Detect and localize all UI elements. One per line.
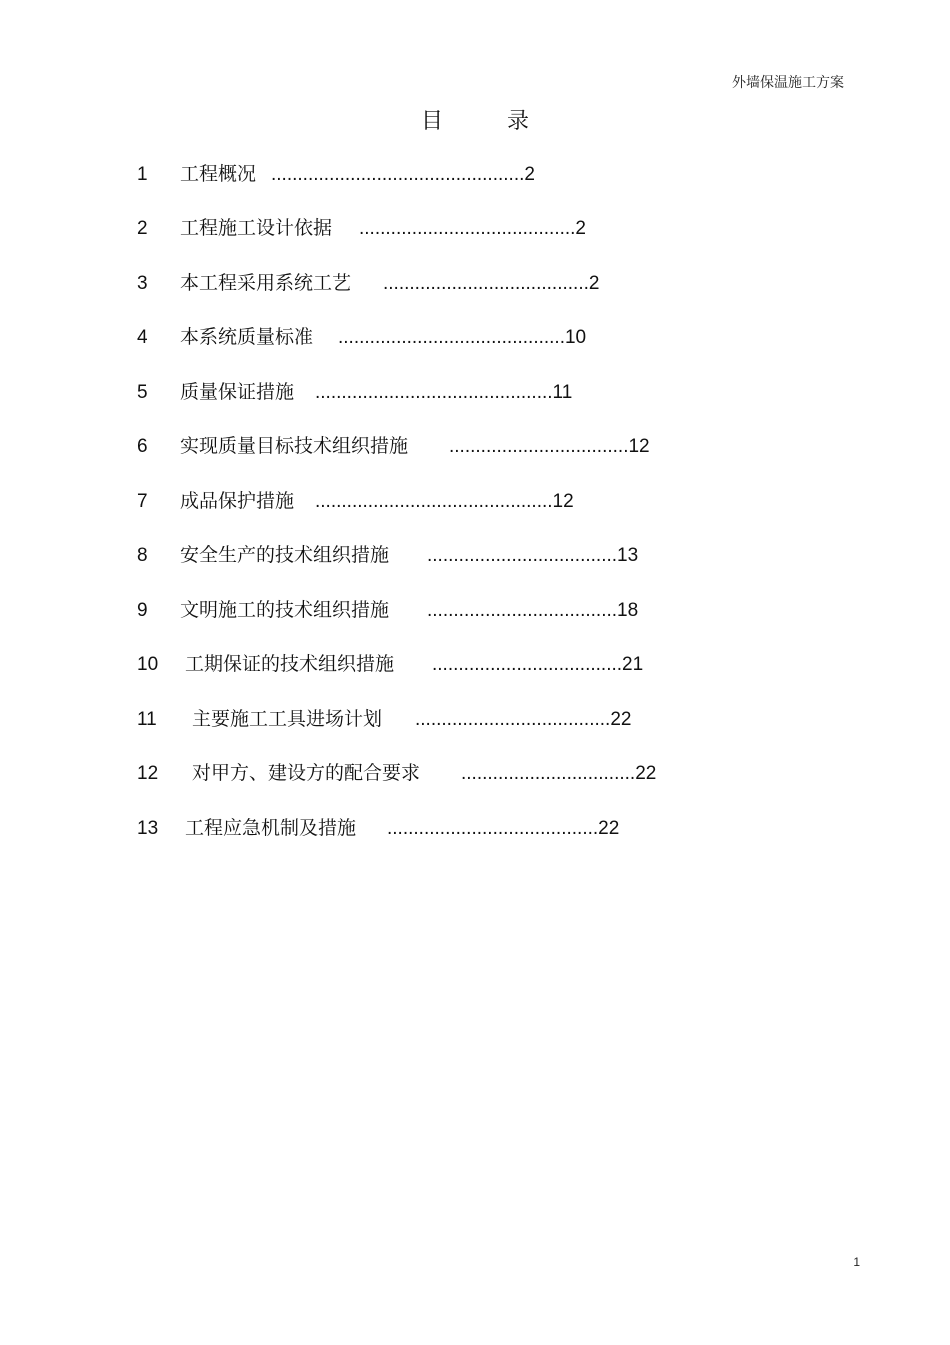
- toc-entry-title: 质量保证措施: [180, 382, 295, 403]
- toc-entry-leader: ....................................18: [427, 600, 639, 621]
- toc-entry-leader: .............................................11: [315, 382, 573, 403]
- toc-entry-leader: ................................................2: [271, 164, 535, 185]
- page-number: 1: [853, 1255, 860, 1269]
- toc-title-left: 目: [420, 108, 443, 133]
- toc-entry-number: 7: [137, 491, 148, 512]
- toc-entry-leader: .................................22: [461, 763, 657, 784]
- toc-entry-number: 1: [137, 164, 148, 185]
- toc-entry-number: 6: [137, 436, 148, 457]
- toc-title: [0, 104, 950, 135]
- running-header: 外墙保温施工方案: [732, 75, 844, 91]
- toc-title-right: 录: [507, 108, 530, 133]
- toc-entry-title: 成品保护措施: [180, 491, 295, 512]
- toc-entry-number: 2: [137, 218, 148, 239]
- toc-entry-title: 主要施工工具进场计划: [192, 709, 383, 730]
- toc-entry-number: 10: [137, 654, 159, 675]
- toc-entry-leader: ...........................................10: [338, 327, 587, 348]
- toc-entry-leader: ....................................21: [432, 654, 644, 675]
- toc-entry-title: 实现质量目标技术组织措施: [180, 436, 409, 457]
- toc-entry-title: 工期保证的技术组织措施: [185, 654, 395, 675]
- toc-entry-number: 8: [137, 545, 148, 566]
- toc-entry-leader: ........................................22: [387, 818, 620, 839]
- toc-entry-leader: ..................................12: [449, 436, 650, 457]
- toc-entry-title: 文明施工的技术组织措施: [180, 600, 390, 621]
- toc-entry-number: 5: [137, 382, 148, 403]
- toc-entry-title: 本工程采用系统工艺: [180, 273, 352, 294]
- toc-entry-title: 工程施工设计依据: [180, 218, 333, 239]
- toc-entry-number: 11: [137, 709, 157, 730]
- toc-entry-title: 安全生产的技术组织措施: [180, 545, 390, 566]
- toc-entry-title: 对甲方、建设方的配合要求: [192, 763, 421, 784]
- toc-entry-leader: .......................................2: [383, 273, 600, 294]
- toc-entry-leader: .........................................2: [359, 218, 586, 239]
- toc-entry-leader: ....................................13: [427, 545, 639, 566]
- toc-entry-title: 本系统质量标准: [180, 327, 314, 348]
- toc-entry-leader: .....................................22: [415, 709, 632, 730]
- toc-entry-number: 3: [137, 273, 148, 294]
- toc-entry-title: 工程应急机制及措施: [185, 818, 357, 839]
- toc-entry-number: 12: [137, 763, 159, 784]
- toc-entry-number: 13: [137, 818, 159, 839]
- toc-entry-number: 9: [137, 600, 148, 621]
- toc-entry-leader: .............................................12: [315, 491, 574, 512]
- toc-entry-title: 工程概况: [180, 164, 257, 185]
- toc-entry-number: 4: [137, 327, 148, 348]
